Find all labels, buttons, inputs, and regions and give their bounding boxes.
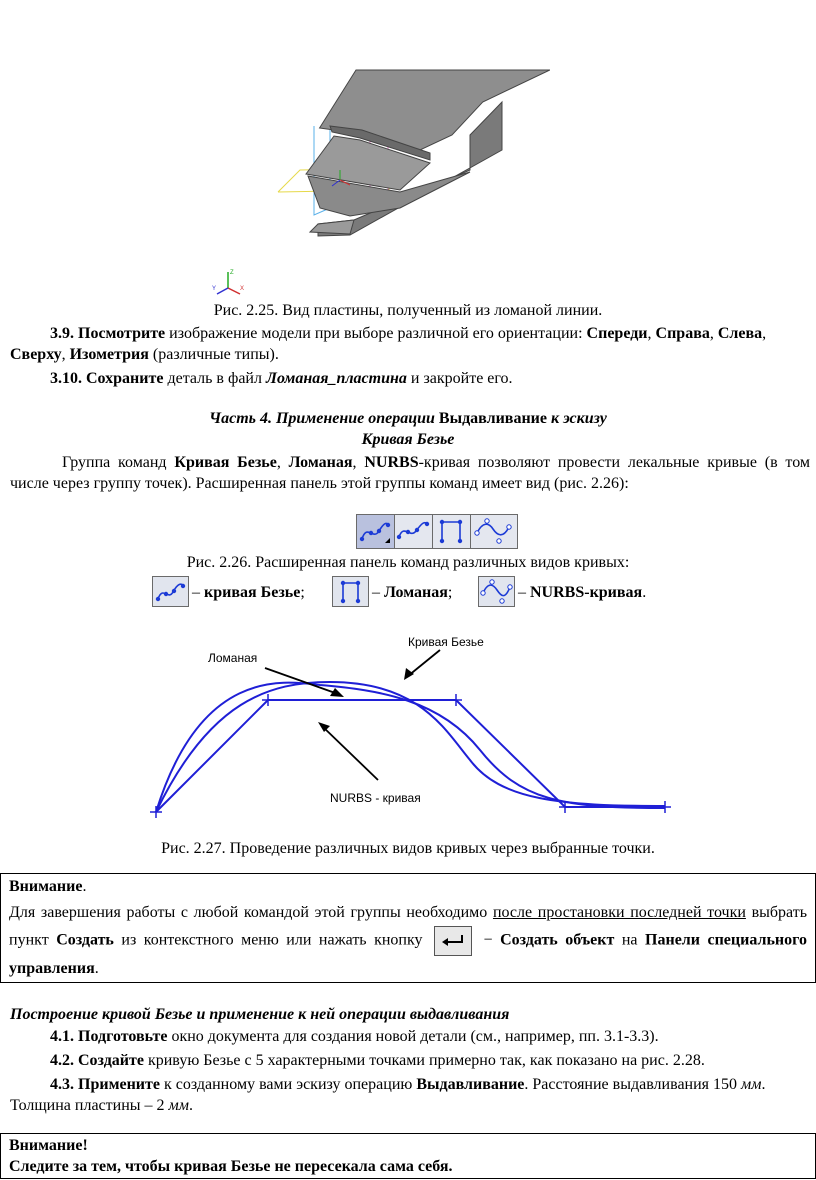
toolbar-button-bezier[interactable] [357, 515, 395, 548]
attention-note-2-text: Следите за тем, чтобы кривая Безье не пересекала сама себя. [9, 1158, 453, 1175]
figure-caption-2-26: Рис. 2.26. Расширенная панель команд различных видов кривых: [186, 554, 630, 571]
legend-bezier-button [152, 576, 189, 607]
curves-extended-toolbar [356, 514, 518, 549]
axis-label-z: Z [230, 270, 234, 276]
step-3-9: 3.9. Посмотрите изображение модели при выборе различной его ориентации: Спереди, Справа, Слева, Сверху, Изометрия (различные типы). [10, 325, 767, 363]
step-3-10: 3.10. Сохраните деталь в файл Ломаная_пластина и закройте его. [50, 370, 513, 387]
bezier-curve-icon [153, 577, 188, 606]
attention-note-box [0, 873, 816, 983]
label-lomanaya: Ломаная [208, 651, 258, 665]
coordinate-triad-icon [212, 268, 246, 298]
label-bezier: Кривая Безье [408, 635, 484, 649]
step-4-3: 4.3. Примените к созданному вами эскизу операцию Выдавливание. Расстояние выдавливания 150 мм. Толщина пластины – 2 мм. [10, 1076, 766, 1114]
legend-nurbs-button [478, 576, 515, 607]
toolbar-button-nurbs[interactable] [471, 515, 517, 548]
section-title: Построение кривой Безье и применение к ней операции выдавливания [10, 1006, 510, 1023]
curves-comparison-figure [140, 630, 690, 830]
label-nurbs: NURBS - кривая [330, 791, 421, 805]
legend-nurbs-text: – NURBS-кривая. [518, 584, 647, 601]
step-4-1: 4.1. Подготовьте окно документа для создания новой детали (см., например, пп. 3.1-3.3). [50, 1028, 659, 1045]
legend-polyline-button [332, 576, 369, 607]
intro-paragraph: Группа команд Кривая Безье, Ломаная, NURBS-кривая позволяют провести лекальные кривые (в том числе через группу точек). Расширенная панель этой группы команд имеет вид (рис. 2.26): [10, 454, 811, 492]
nurbs-curve-icon [479, 577, 514, 606]
axis-label-x: X [240, 286, 245, 292]
arrow-nurbs [322, 726, 378, 780]
enter-button[interactable] [434, 926, 472, 956]
polyline-icon [433, 515, 469, 546]
attention-note-title: Внимание. [9, 878, 87, 895]
plate-3d-model-figure [270, 40, 550, 250]
attention-note-box-2 [0, 1133, 816, 1179]
polyline-icon [333, 577, 368, 606]
attention-note-text: Для завершения работы с любой командой этой группы необходимо после простановки последней точки выбрать пункт Создать из контекстного меню или нажать кнопку − Создать объект на Панели специального управления. [9, 904, 808, 977]
bezier-curve-icon [357, 515, 393, 546]
attention-note-2-title: Внимание! [9, 1137, 88, 1154]
toolbar-button-polyline[interactable] [433, 515, 471, 548]
legend-polyline-text: – Ломаная; [372, 584, 453, 601]
arrow-bezier [408, 650, 440, 676]
nurbs-curve-icon [471, 515, 515, 546]
figure-caption-2-25: Рис. 2.25. Вид пластины, полученный из ломаной линии. [213, 302, 603, 319]
bezier-curve-icon [395, 515, 431, 546]
toolbar-button-bezier-alt[interactable] [395, 515, 433, 548]
part-4-heading: Часть 4. Применение операции Выдавливание к эскизу Кривая Безье [209, 410, 607, 448]
step-4-2: 4.2. Создайте кривую Безье с 5 характерными точками примерно так, как показано на рис. 2.28. [50, 1052, 705, 1069]
legend-bezier-text: – кривая Безье; [192, 584, 305, 601]
enter-arrow-icon [435, 927, 471, 955]
axis-label-y: Y [212, 286, 217, 292]
arrow-lomanaya [265, 668, 338, 694]
figure-caption-2-27: Рис. 2.27. Проведение различных видов кривых через выбранные точки. [161, 840, 655, 857]
